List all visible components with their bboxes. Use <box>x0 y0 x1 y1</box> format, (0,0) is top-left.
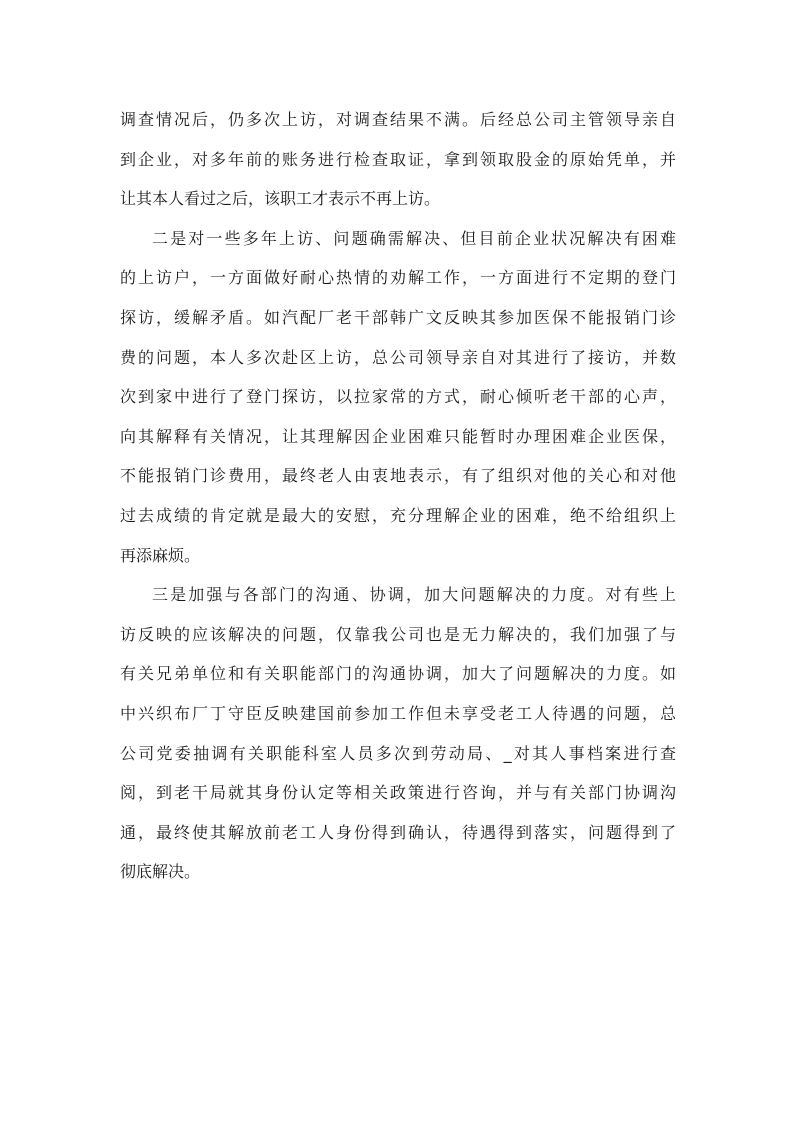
text-line: 三是加强与各部门的沟通、协调，加大问题解决的力度。对有些上 <box>152 585 676 605</box>
text-line: 次到家中进行了登门探访，以拉家常的方式，耐心倾听老干部的心声， <box>120 387 676 407</box>
text-line: 向其解释有关情况，让其理解因企业困难只能暂时办理困难企业医保， <box>120 426 676 446</box>
text-line: 费的问题，本人多次赴区上访，总公司领导亲自对其进行了接访，并数 <box>120 347 676 367</box>
text-line: 探访，缓解矛盾。如汽配厂老干部韩广文反映其参加医保不能报销门诊 <box>120 307 676 327</box>
document-body <box>120 100 676 892</box>
text-line: 到企业，对多年前的账务进行检查取证，拿到领取股金的原始凭单，并 <box>120 149 676 169</box>
paragraph-2 <box>120 219 676 575</box>
text-line: 公司党委抽调有关职能科室人员多次到劳动局、_对其人事档案进行查 <box>120 743 676 763</box>
text-line: 再添麻烦。 <box>120 545 201 565</box>
text-line: 过去成绩的肯定就是最大的安慰，充分理解企业的困难，绝不给组织上 <box>120 505 676 525</box>
text-line: 的上访户，一方面做好耐心热情的劝解工作，一方面进行不定期的登门 <box>120 268 676 288</box>
text-line: 有关兄弟单位和有关职能部门的沟通协调，加大了问题解决的力度。如 <box>120 664 676 684</box>
paragraph-3 <box>120 575 676 892</box>
text-line: 通，最终使其解放前老工人身份得到确认，待遇得到落实，问题得到了 <box>120 822 676 842</box>
text-line: 不能报销门诊费用，最终老人由衷地表示，有了组织对他的关心和对他 <box>120 466 676 486</box>
text-line: 中兴织布厂丁守臣反映建国前参加工作但未享受老工人待遇的问题，总 <box>120 703 676 723</box>
text-line: 调查情况后，仍多次上访，对调查结果不满。后经总公司主管领导亲自 <box>120 110 676 129</box>
paragraph-1 <box>120 100 676 219</box>
text-line: 彻底解决。 <box>120 862 201 882</box>
text-line: 阅，到老干局就其身份认定等相关政策进行咨询，并与有关部门协调沟 <box>120 783 676 803</box>
text-line: 让其本人看过之后，该职工才表示不再上访。 <box>120 189 441 209</box>
text-line: 访反映的应该解决的问题，仅靠我公司也是无力解决的，我们加强了与 <box>120 624 676 644</box>
text-line: 二是对一些多年上访、问题确需解决、但目前企业状况解决有困难 <box>152 228 676 248</box>
